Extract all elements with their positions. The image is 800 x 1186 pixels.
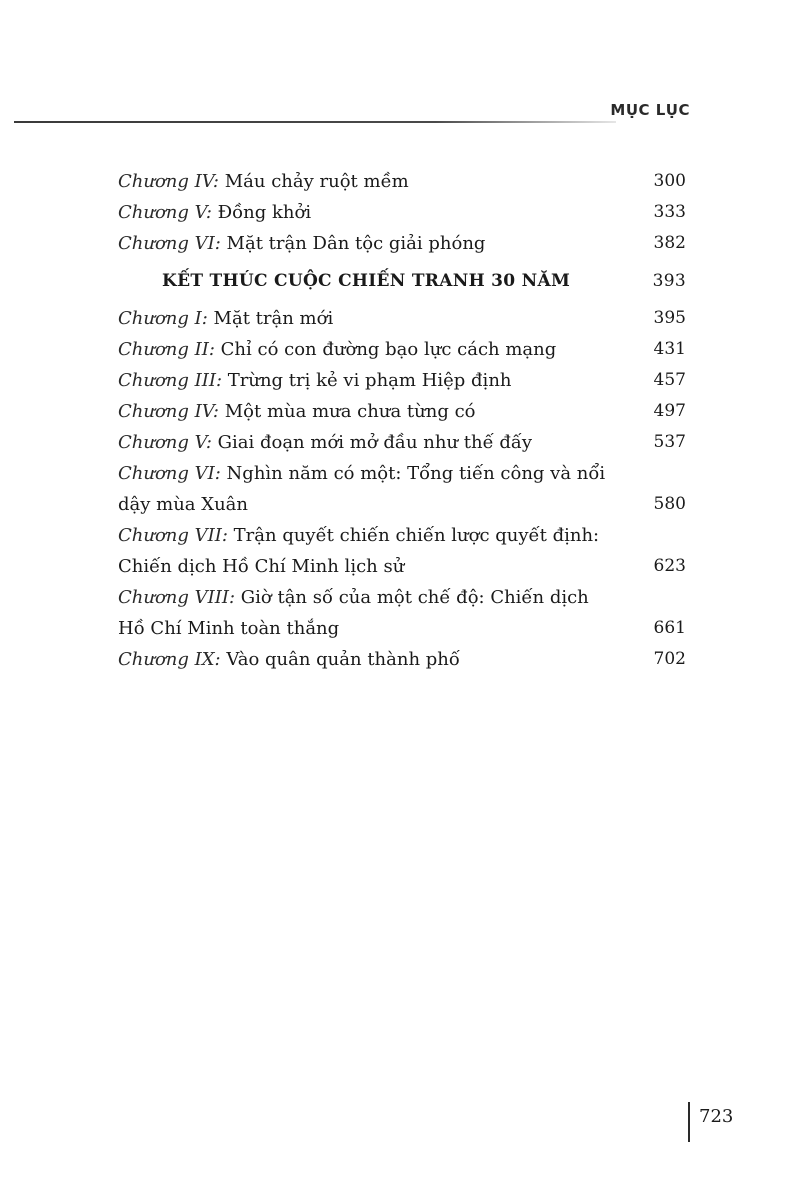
chapter-title: Máu chảy ruột mềm bbox=[224, 171, 409, 192]
toc-entry[interactable] bbox=[118, 396, 686, 427]
page-number: 580 bbox=[653, 494, 686, 514]
page-number: 702 bbox=[653, 649, 686, 669]
toc-entry[interactable] bbox=[118, 197, 686, 228]
chapter-title: Vào quân quản thành phố bbox=[226, 649, 460, 670]
toc-entry[interactable] bbox=[118, 166, 686, 197]
chapter-title: Nghìn năm có một: Tổng tiến công và nổi dậy mùa Xuân bbox=[118, 463, 606, 515]
part-title: KẾT THÚC CUỘC CHIẾN TRANH 30 NĂM bbox=[162, 271, 571, 291]
chapter-label: Chương II: bbox=[118, 339, 215, 360]
chapter-title: Mặt trận mới bbox=[213, 308, 334, 329]
chapter-label: Chương V: bbox=[118, 202, 212, 223]
toc-entry[interactable] bbox=[118, 427, 686, 458]
chapter-label: Chương VI: bbox=[118, 233, 221, 254]
page-number: 395 bbox=[653, 308, 686, 328]
page-number: 300 bbox=[653, 171, 686, 191]
toc-entry[interactable] bbox=[118, 228, 686, 259]
toc-entry[interactable] bbox=[118, 644, 686, 675]
folio-page-number: 723 bbox=[699, 1106, 734, 1127]
chapter-label: Chương III: bbox=[118, 370, 223, 391]
toc-entry[interactable] bbox=[118, 582, 686, 644]
folio-bar bbox=[688, 1102, 690, 1142]
chapter-title: Giờ tận số của một chế độ: Chiến dịch Hồ Chí Minh toàn thắng bbox=[118, 587, 589, 639]
page-number: 537 bbox=[653, 432, 686, 452]
chapter-label: Chương IV: bbox=[118, 171, 219, 192]
chapter-label: Chương IX: bbox=[118, 649, 221, 670]
chapter-label: Chương VIII: bbox=[118, 587, 236, 608]
page-number: 333 bbox=[653, 202, 686, 222]
running-header-title: MỤC LỤC bbox=[610, 101, 690, 119]
page-number: 623 bbox=[653, 556, 686, 576]
chapter-label: Chương V: bbox=[118, 432, 212, 453]
page-number: 431 bbox=[653, 339, 686, 359]
chapter-title: Giai đoạn mới mở đầu như thế đấy bbox=[217, 432, 533, 453]
toc-entry[interactable] bbox=[118, 520, 686, 582]
toc-entry[interactable] bbox=[118, 365, 686, 396]
chapter-title: Trừng trị kẻ vi phạm Hiệp định bbox=[227, 370, 512, 391]
chapter-title: Chỉ có con đường bạo lực cách mạng bbox=[220, 339, 557, 360]
header-rule bbox=[14, 121, 616, 123]
chapter-title: Một mùa mưa chưa từng có bbox=[224, 401, 476, 422]
toc-part-heading[interactable] bbox=[118, 265, 686, 297]
page-number: 497 bbox=[653, 401, 686, 421]
chapter-label: Chương VII: bbox=[118, 525, 228, 546]
page-number: 393 bbox=[652, 271, 686, 291]
page-number: 661 bbox=[653, 618, 686, 638]
toc-entry[interactable] bbox=[118, 303, 686, 334]
page-number: 382 bbox=[653, 233, 686, 253]
table-of-contents bbox=[118, 166, 686, 675]
toc-entry[interactable] bbox=[118, 334, 686, 365]
chapter-title: Mặt trận Dân tộc giải phóng bbox=[226, 233, 486, 254]
chapter-label: Chương IV: bbox=[118, 401, 219, 422]
chapter-title: Trận quyết chiến chiến lược quyết định: Chiến dịch Hồ Chí Minh lịch sử bbox=[118, 525, 600, 577]
page-number: 457 bbox=[653, 370, 686, 390]
toc-entry[interactable] bbox=[118, 458, 686, 520]
chapter-label: Chương I: bbox=[118, 308, 208, 329]
chapter-label: Chương VI: bbox=[118, 463, 221, 484]
chapter-title: Đồng khởi bbox=[217, 202, 312, 223]
